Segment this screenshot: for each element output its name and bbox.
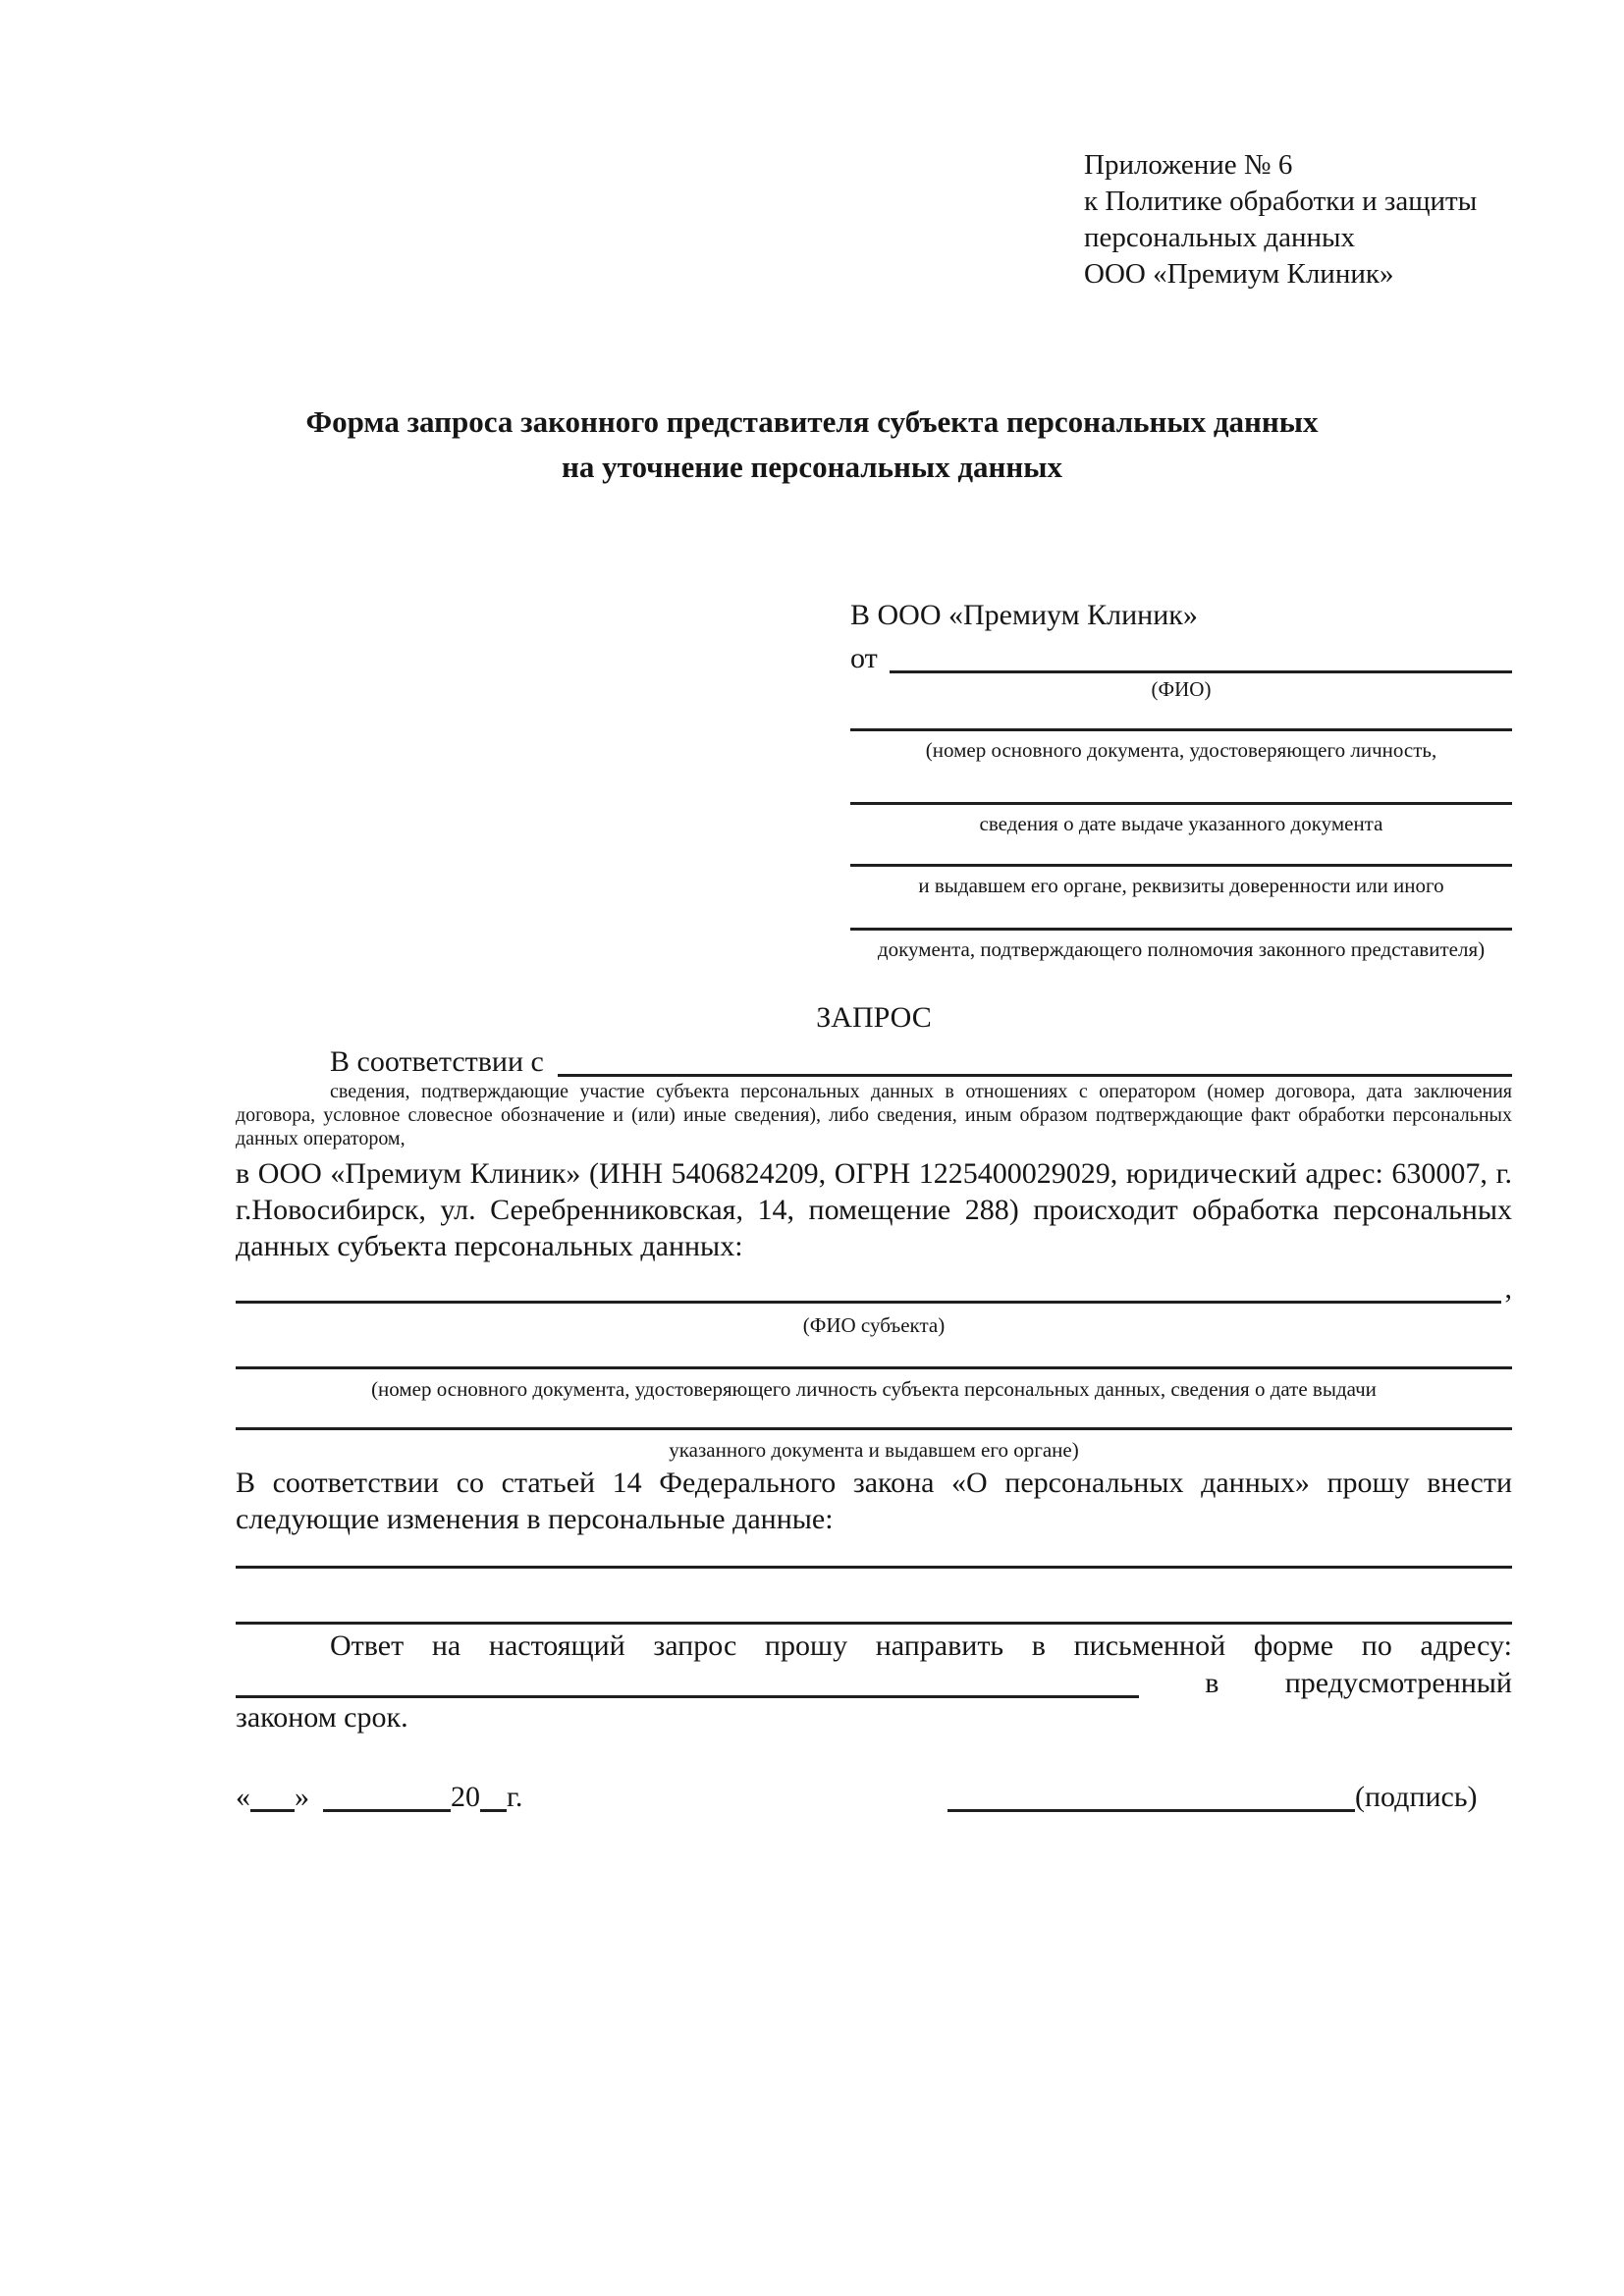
blank-line-caption: документа, подтверждающего полномочия законного представителя) [877,937,1486,961]
operator-paragraph: в ООО «Премиум Клиник» (ИНН 5406824209, ОГРН 1225400029029, юридический адрес: 630007, г. г.Новосибирск, ул. Серебренниковская, 14, помещение 288) происходит обработка персональных данных субъекта персональных данных: [236,1157,1512,1262]
signature-row [947,1778,1478,1812]
answer-address-blank-line [236,1695,1139,1698]
date-day-blank [250,1809,295,1812]
addressee-block [850,597,1512,702]
subject-doc-caption-bottom: указанного документа и выдавшем его органе) [669,1438,1079,1462]
subject-doc-blank-line [236,1427,1512,1430]
subject-doc-caption-top: (номер основного документа, удостоверяющего личность субъекта персональных данных, сведения о дате выдачи [371,1377,1377,1401]
appendix-line: ООО «Премиум Клиник» [1084,258,1394,290]
request-heading: ЗАПРОС [816,1001,932,1034]
from-blank-line [890,670,1512,673]
blank-line [850,864,1512,867]
blank-field-row [850,802,1512,836]
date-year-suffix: г. [507,1781,523,1813]
answer-paragraph-line1: Ответ на настоящий запрос прошу направить в письменной форме по адресу: [330,1629,1512,1662]
blank-field-row [850,728,1512,763]
changes-blank-line [236,1566,1512,1569]
date-row [236,1779,522,1812]
changes-blank-line [236,1622,1512,1625]
blank-line-caption: (номер основного документа, удостоверяющего личность, [925,738,1437,762]
date-year-prefix: 20 [451,1781,480,1813]
signature-blank-line [947,1809,1355,1812]
subject-trailing-comma: , [1504,1272,1512,1305]
date-year-blank [480,1809,507,1812]
blank-line-caption: сведения о дате выдаче указанного документа [979,812,1383,835]
signature-caption: (подпись) [1355,1781,1478,1813]
answer-word: в [1205,1667,1219,1699]
appendix-line: к Политике обработки и защиты [1084,186,1478,217]
page-title-line: на уточнение персональных данных [562,450,1062,484]
blank-line-caption: и выдавшем его органе, реквизиты доверенности или иного [918,874,1444,897]
from-row [850,634,1512,673]
article14-paragraph: В соответствии со статьей 14 Федерального закона «О персональных данных» прошу внести следующие изменения в персональные данные: [236,1467,1512,1535]
appendix-block [1084,147,1477,293]
blank-line [850,928,1512,931]
blank-field-row [850,864,1512,898]
blank-line [850,802,1512,805]
blank-field-row [850,928,1512,962]
subject-fio-row [236,1271,1512,1304]
from-label: от [850,642,878,674]
subject-doc-blank-line [236,1366,1512,1369]
blank-line [850,728,1512,731]
subject-blank-line [236,1301,1501,1304]
answer-address-row [236,1666,1512,1698]
date-quote-open: « [236,1781,250,1813]
answer-paragraph-line3: законом срок. [236,1701,408,1734]
page-title [174,400,1450,490]
intro-prefix: В соответствии с [330,1045,544,1078]
intro-row [236,1043,1512,1077]
appendix-line: Приложение № 6 [1084,149,1293,181]
addressee-org: В ООО «Премиум Клиник» [850,599,1198,631]
appendix-line: персональных данных [1084,222,1356,253]
date-month-blank [323,1809,451,1812]
fine-print: сведения, подтверждающие участие субъекта персональных данных в отношениях с оператором (номер договора, дата заключения договора, условное словесное обозначение и (или) иные сведения), либо сведения, иным образом подтверждающие факт обработки персональных данных оператором, [236,1081,1512,1149]
date-quote-close: » [295,1781,309,1813]
page-title-line: Форма запроса законного представителя субъекта персональных данных [305,404,1319,439]
fio-caption: (ФИО) [1151,677,1212,701]
answer-word: предусмотренный [1284,1667,1512,1699]
subject-fio-caption: (ФИО субъекта) [802,1313,946,1337]
intro-blank-line [558,1074,1512,1077]
